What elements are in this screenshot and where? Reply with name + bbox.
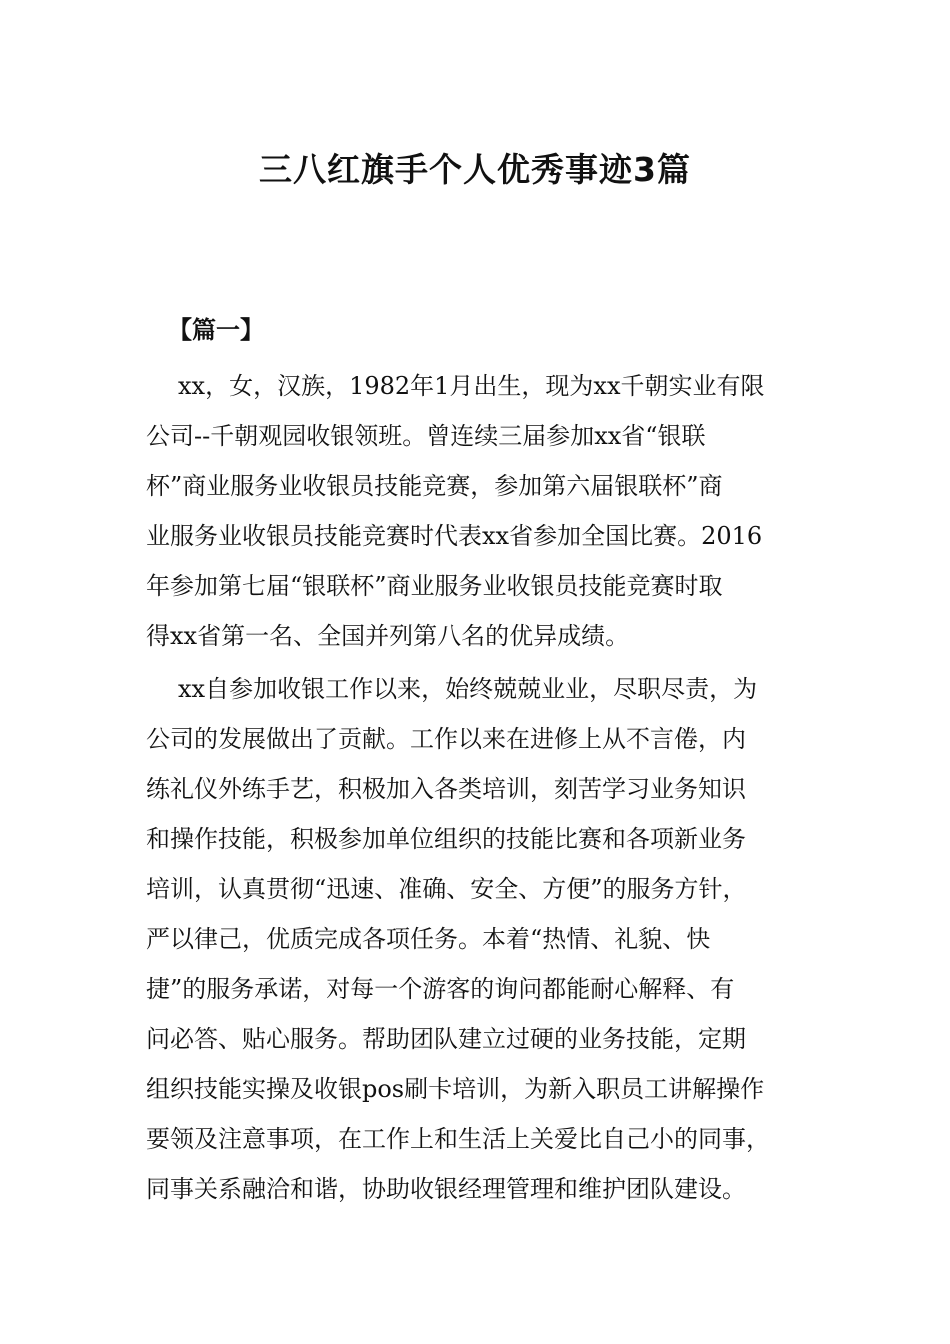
paragraph-line: 杯”商业服务业收银员技能竞赛，参加第六届银联杯”商 [146,472,723,500]
paragraph-line: xx，女，汉族，1982年1月出生，现为xx千朝实业有限 [178,372,765,400]
paragraph-line: 和操作技能，积极参加单位组织的技能比赛和各项新业务 [146,825,746,853]
paragraph-line: 严以律己，优质完成各项任务。本着“热情、礼貌、快 [146,925,711,953]
paragraph-line: 公司--千朝观园收银领班。曾连续三届参加xx省“银联 [146,422,706,450]
paragraph-line: 公司的发展做出了贡献。工作以来在进修上从不言倦，内 [146,725,746,753]
paragraph-line: 捷”的服务承诺，对每一个游客的询问都能耐心解释、有 [146,975,735,1003]
paragraph-2 [146,664,806,1214]
paragraph-line: 培训，认真贯彻“迅速、准确、安全、方便”的服务方针， [146,875,747,903]
paragraph-line: 要领及注意事项，在工作上和生活上关爱比自己小的同事， [146,1125,770,1153]
paragraph-1 [146,361,806,661]
paragraph-line: 同事关系融洽和谐，协助收银经理管理和维护团队建设。 [146,1175,746,1203]
paragraph-line: 得xx省第一名、全国并列第八名的优异成绩。 [146,622,630,650]
document-title: 三八红旗手个人优秀事迹3篇 [259,150,691,189]
paragraph-line: 组织技能实操及收银pos刷卡培训，为新入职员工讲解操作 [146,1075,765,1103]
paragraph-line: 问必答、贴心服务。帮助团队建立过硬的业务技能，定期 [146,1025,746,1053]
section-heading: 【篇一】 [168,315,264,344]
paragraph-line: 练礼仪外练手艺，积极加入各类培训，刻苦学习业务知识 [146,775,746,803]
paragraph-line: 年参加第七届“银联杯”商业服务业收银员技能竞赛时取 [146,572,723,600]
paragraph-line: xx自参加收银工作以来，始终兢兢业业，尽职尽责，为 [178,675,758,703]
paragraph-line: 业服务业收银员技能竞赛时代表xx省参加全国比赛。2016 [146,522,763,550]
